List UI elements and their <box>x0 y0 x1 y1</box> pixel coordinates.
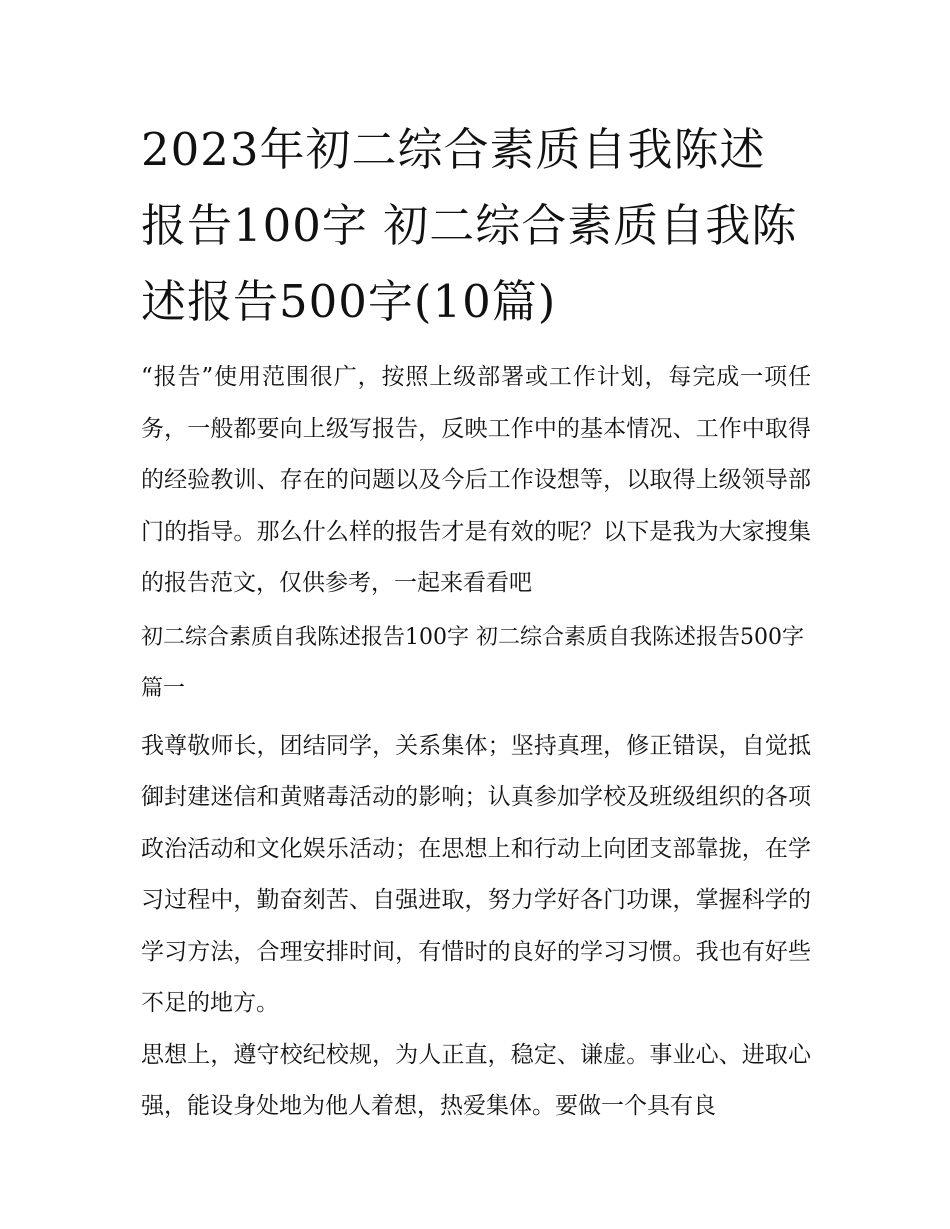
body-paragraph-2: 思想上，遵守校纪校规，为人正直，稳定、谦虚。事业心、进取心强，能设身处地为他人着想，热爱集体。要做一个具有良 <box>141 1041 811 1119</box>
intro-paragraph: “报告”使用范围很广，按照上级部署或工作计划，每完成一项任务，一般都要向上级写报告，反映工作中的基本情况、工作中取得的经验教训、存在的问题以及今后工作设想等，以取得上级领导部门的指导。那么什么样的报告才是有效的呢？以下是我为大家搜集的报告范文，仅供参考，一起来看看吧 <box>141 364 811 596</box>
document-title: 2023年初二综合素质自我陈述报告100字 初二综合素质自我陈述报告500字(10篇) <box>141 123 798 328</box>
document-page <box>141 112 811 1133</box>
body-paragraph-1: 我尊敬师长，团结同学，关系集体；坚持真理，修正错误，自觉抵御封建迷信和黄赌毒活动的影响；认真参加学校及班级组织的各项政治活动和文化娱乐活动；在思想上和行动上向团支部靠拢，在学习过程中，勤奋刻苦、自强进取，努力学好各门功课，掌握科学的学习方法，合理安排时间，有惜时的良好的学习习惯。我也有好些不足的地方。 <box>141 732 811 1016</box>
section-heading: 初二综合素质自我陈述报告100字 初二综合素质自我陈述报告500字篇一 <box>141 624 804 701</box>
